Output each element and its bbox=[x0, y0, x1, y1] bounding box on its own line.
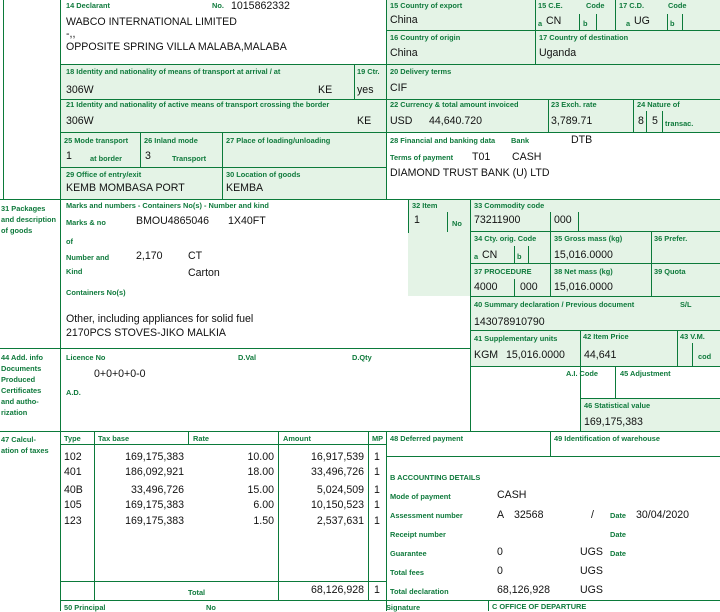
rule bbox=[615, 0, 616, 30]
principal-label: 50 Principal bbox=[64, 603, 106, 612]
rule bbox=[692, 343, 693, 366]
box17a-label: 17 C.D. bbox=[619, 1, 645, 10]
receipt-date-label: Date bbox=[610, 530, 627, 539]
container-size: 1X40FT bbox=[228, 215, 266, 227]
gross-mass: 15,016.0000 bbox=[554, 249, 613, 261]
box43-cod: cod bbox=[698, 352, 712, 361]
rule bbox=[578, 212, 579, 231]
rule bbox=[0, 348, 470, 349]
tax-base: 169,175,383 bbox=[125, 515, 184, 527]
box31-label: 31 Packages and description of goods bbox=[1, 204, 57, 235]
rule bbox=[646, 111, 647, 132]
rule bbox=[447, 212, 448, 232]
declarant-number: 1015862332 bbox=[231, 0, 290, 12]
box19-label: 19 Ctr. bbox=[357, 67, 380, 76]
licence-label: Licence No bbox=[66, 353, 106, 362]
rule bbox=[677, 330, 678, 366]
rule bbox=[470, 231, 720, 232]
tax-type: 123 bbox=[64, 515, 82, 527]
box15-code-label: Code bbox=[586, 1, 605, 10]
assessment-slash: / bbox=[591, 509, 594, 521]
box22-label: 22 Currency & total amount invoiced bbox=[390, 100, 519, 109]
assessment-label: Assessment number bbox=[390, 511, 463, 520]
box39-label: 39 Quota bbox=[654, 267, 686, 276]
tax-total-mp: 1 bbox=[374, 584, 380, 596]
additional-info-value: 0+0+0+0-0 bbox=[94, 368, 146, 380]
rule bbox=[60, 444, 386, 445]
ai-code-label: A.I. Code bbox=[566, 369, 599, 378]
box43-label: 43 V.M. bbox=[680, 332, 705, 341]
box17-label: 17 Country of destination bbox=[539, 33, 629, 42]
mode-of-payment-value: CASH bbox=[497, 489, 527, 501]
nature-transaction-1: 8 bbox=[638, 115, 644, 127]
tax-base: 169,175,383 bbox=[125, 451, 184, 463]
rule bbox=[0, 431, 720, 432]
number-label: Number and bbox=[66, 253, 110, 262]
assessment-series: A bbox=[497, 509, 505, 521]
net-mass: 15,016.0000 bbox=[554, 281, 613, 293]
tax-base: 33,496,726 bbox=[130, 484, 184, 496]
box36-label: 36 Prefer. bbox=[654, 234, 688, 243]
rule bbox=[60, 581, 386, 582]
tax-base: 186,092,921 bbox=[125, 466, 184, 478]
rule bbox=[682, 14, 683, 30]
rule bbox=[60, 167, 386, 168]
rule bbox=[3, 0, 4, 199]
tax-mp: 1 bbox=[374, 466, 380, 478]
box44-label: 44 Add. info Documents Produced Certificates and autho- rization bbox=[1, 353, 44, 417]
box28-bank-label: Bank bbox=[511, 136, 530, 145]
export-code: CN bbox=[546, 15, 562, 27]
tax-rate: 10.00 bbox=[247, 451, 274, 463]
tax-total-label: Total bbox=[188, 588, 206, 597]
tax-rate: 1.50 bbox=[253, 515, 274, 527]
procedure-code: 4000 bbox=[474, 281, 498, 293]
rule bbox=[580, 398, 720, 399]
rule bbox=[470, 199, 471, 432]
nature-transaction-2: 5 bbox=[652, 115, 658, 127]
box30-label: 30 Location of goods bbox=[226, 170, 301, 179]
total-fees-value: 0 bbox=[497, 565, 503, 577]
signature-label: Signature bbox=[386, 603, 421, 612]
rule bbox=[368, 431, 369, 600]
principal-no-label: No bbox=[206, 603, 216, 612]
box32-no: No bbox=[452, 219, 462, 228]
kind-label: Kind bbox=[66, 267, 83, 276]
tax-amount: 5,024,509 bbox=[316, 484, 364, 496]
box25-label: 25 Mode transport bbox=[64, 136, 129, 145]
box17a-a: a bbox=[626, 19, 631, 28]
tax-amount: 16,917,539 bbox=[310, 451, 364, 463]
rule bbox=[579, 14, 580, 30]
rule bbox=[188, 431, 189, 444]
box24-transac: transac. bbox=[665, 119, 694, 128]
box23-label: 23 Exch. rate bbox=[551, 100, 597, 109]
exchange-rate: 3,789.71 bbox=[551, 115, 593, 127]
kind-value: Carton bbox=[188, 267, 220, 279]
declarant-line2: -,, bbox=[66, 28, 76, 40]
transport-border-nationality: KE bbox=[357, 115, 372, 127]
transport-arrival: 306W bbox=[66, 84, 94, 96]
tax-base: 169,175,383 bbox=[125, 499, 184, 511]
marks-label: Marks & no bbox=[66, 218, 106, 227]
invoice-currency: USD bbox=[390, 115, 413, 127]
rule bbox=[222, 132, 223, 199]
ad-label: A.D. bbox=[66, 388, 81, 397]
rule bbox=[386, 431, 387, 611]
rule bbox=[94, 431, 95, 600]
tax-mp: 1 bbox=[374, 451, 380, 463]
box29-label: 29 Office of entry/exit bbox=[66, 170, 142, 179]
rule bbox=[354, 64, 355, 99]
box48-label: 48 Deferred payment bbox=[390, 434, 464, 443]
box35-label: 35 Gross mass (kg) bbox=[554, 234, 623, 243]
receipt-label: Receipt number bbox=[390, 530, 446, 539]
box17a-code-label: Code bbox=[668, 1, 687, 10]
tax-type: 102 bbox=[64, 451, 82, 463]
box27-label: 27 Place of loading/unloading bbox=[226, 136, 331, 145]
rule bbox=[550, 431, 551, 456]
tax-amount: 33,496,726 bbox=[310, 466, 364, 478]
box17a-b: b bbox=[670, 19, 675, 28]
assessment-date: 30/04/2020 bbox=[636, 509, 690, 521]
tax-type: 401 bbox=[64, 466, 82, 478]
tax-type: 105 bbox=[64, 499, 82, 511]
tax-amount: 10,150,523 bbox=[310, 499, 364, 511]
destination-code: UG bbox=[634, 15, 650, 27]
terms-code: T01 bbox=[472, 151, 491, 163]
rule bbox=[278, 431, 279, 600]
tax-header-mp: MP bbox=[372, 434, 384, 443]
country-origin-code: CN bbox=[482, 249, 498, 261]
tax-header-base: Tax base bbox=[98, 434, 130, 443]
country-of-destination: Uganda bbox=[539, 47, 577, 59]
box15-a: a bbox=[538, 19, 543, 28]
rule bbox=[633, 99, 634, 132]
box41-label: 41 Supplementary units bbox=[474, 334, 558, 343]
dqty-label: D.Qty bbox=[352, 353, 372, 362]
rule bbox=[535, 0, 536, 64]
rule bbox=[548, 99, 549, 132]
box28-label: 28 Financial and banking data bbox=[390, 136, 496, 145]
office-of-departure-label: C OFFICE OF DEPARTURE bbox=[492, 602, 587, 611]
container-flag: yes bbox=[357, 84, 374, 96]
mode-transport-border: 1 bbox=[66, 150, 72, 162]
item-number: 1 bbox=[414, 214, 420, 226]
location-of-goods: KEMBA bbox=[226, 182, 264, 194]
rule bbox=[386, 30, 720, 31]
bank-name: DIAMOND TRUST BANK (U) LTD bbox=[390, 167, 550, 179]
goods-description-1: Other, including appliances for solid fuel bbox=[66, 313, 254, 325]
box15-label: 15 Country of export bbox=[390, 1, 463, 10]
dval-label: D.Val bbox=[238, 353, 257, 362]
office-entry-exit: KEMB MOMBASA PORT bbox=[66, 182, 185, 194]
rule bbox=[514, 279, 515, 296]
tax-header-amount: Amount bbox=[283, 434, 311, 443]
invoice-amount: 44,640.720 bbox=[429, 115, 483, 127]
tax-rate: 18.00 bbox=[247, 466, 274, 478]
rule bbox=[140, 132, 141, 167]
previous-document: 143078910790 bbox=[474, 316, 545, 328]
box16-label: 16 Country of origin bbox=[390, 33, 461, 42]
commodity-ext: 000 bbox=[554, 214, 572, 226]
statistical-value: 169,175,383 bbox=[584, 416, 643, 428]
rule bbox=[60, 64, 720, 65]
guarantee-currency: UGS bbox=[580, 546, 603, 558]
guarantee-date-label: Date bbox=[610, 549, 627, 558]
containers-label: Containers No(s) bbox=[66, 288, 126, 297]
box26-sub: Transport bbox=[172, 154, 207, 163]
declarant-name: WABCO INTERNATIONAL LIMITED bbox=[66, 16, 237, 28]
tax-header-rate: Rate bbox=[193, 434, 210, 443]
box26-label: 26 Inland mode bbox=[144, 136, 198, 145]
box31-header: Marks and numbers - Containers No(s) - Number and kind bbox=[66, 201, 269, 210]
rule bbox=[528, 246, 529, 263]
box20-label: 20 Delivery terms bbox=[390, 67, 452, 76]
goods-description-2: 2170PCS STOVES-JIKO MALKIA bbox=[66, 327, 226, 339]
number-of-packages: 2,170 bbox=[136, 250, 163, 262]
box28-terms-label: Terms of payment bbox=[390, 153, 454, 162]
rule bbox=[60, 600, 720, 601]
box40-sl: S/L bbox=[680, 300, 692, 309]
rule bbox=[470, 296, 720, 297]
box15-ce-label: 15 C.E. bbox=[538, 1, 563, 10]
tax-type: 40B bbox=[64, 484, 83, 496]
rule bbox=[615, 366, 616, 398]
rule bbox=[596, 14, 597, 30]
rule bbox=[488, 600, 489, 611]
box49-label: 49 Identification of warehouse bbox=[554, 434, 660, 443]
rule bbox=[470, 366, 720, 367]
rule bbox=[514, 246, 515, 263]
box34-label: 34 Cty. orig. Code bbox=[474, 234, 537, 243]
rule bbox=[408, 199, 409, 233]
tax-total-value: 68,126,928 bbox=[310, 584, 364, 596]
box45-label: 45 Adjustment bbox=[620, 369, 671, 378]
marks-value: BMOU4865046 bbox=[136, 215, 210, 227]
total-declaration-currency: UGS bbox=[580, 584, 603, 596]
total-fees-currency: UGS bbox=[580, 565, 603, 577]
box46-label: 46 Statistical value bbox=[584, 401, 651, 410]
date-label: Date bbox=[610, 511, 627, 520]
box18-label: 18 Identity and nationality of means of transport at arrival / at bbox=[66, 67, 281, 76]
commodity-code: 73211900 bbox=[474, 214, 521, 226]
guarantee-value: 0 bbox=[497, 546, 503, 558]
assessment-number: 32568 bbox=[514, 509, 544, 521]
procedure-ext: 000 bbox=[520, 281, 538, 293]
box24-label: 24 Nature of bbox=[637, 100, 680, 109]
country-of-origin: China bbox=[390, 47, 418, 59]
inland-mode: 3 bbox=[145, 150, 151, 162]
tax-amount: 2,537,631 bbox=[316, 515, 364, 527]
tax-mp: 1 bbox=[374, 484, 380, 496]
tax-rate: 6.00 bbox=[253, 499, 274, 511]
box25-sub: at border bbox=[90, 154, 123, 163]
box15-b: b bbox=[583, 19, 588, 28]
box47-label: 47 Calcul- ation of taxes bbox=[1, 435, 49, 455]
box14-no-label: No. bbox=[212, 1, 224, 10]
item-price: 44,641 bbox=[584, 349, 617, 361]
delivery-terms: CIF bbox=[390, 82, 408, 94]
box32-label: 32 Item bbox=[412, 201, 438, 210]
box21-label: 21 Identity and nationality of active means of transport crossing the border bbox=[66, 100, 330, 109]
mode-of-payment-label: Mode of payment bbox=[390, 492, 451, 501]
box38-label: 38 Net mass (kg) bbox=[554, 267, 613, 276]
rule bbox=[662, 111, 663, 132]
tax-rate: 15.00 bbox=[247, 484, 274, 496]
rule bbox=[667, 14, 668, 30]
box14-label: 14 Declarant bbox=[66, 1, 110, 10]
guarantee-label: Guarantee bbox=[390, 549, 427, 558]
rule bbox=[550, 212, 551, 231]
box40-label: 40 Summary declaration / Previous document bbox=[474, 300, 635, 309]
box34-b: b bbox=[517, 252, 522, 261]
supplementary-unit: KGM bbox=[474, 349, 499, 361]
bank-code: DTB bbox=[571, 134, 593, 146]
terms-value: CASH bbox=[512, 151, 542, 163]
rule bbox=[470, 263, 720, 264]
rule bbox=[580, 330, 581, 432]
tax-mp: 1 bbox=[374, 499, 380, 511]
transport-border: 306W bbox=[66, 115, 94, 127]
tax-mp: 1 bbox=[374, 515, 380, 527]
tax-header-type: Type bbox=[64, 434, 81, 443]
rule bbox=[0, 199, 720, 200]
total-declaration-value: 68,126,928 bbox=[497, 584, 551, 596]
box37-label: 37 PROCEDURE bbox=[474, 267, 532, 276]
transport-arrival-nationality: KE bbox=[318, 84, 333, 96]
kind-code: CT bbox=[188, 250, 203, 262]
rule bbox=[60, 0, 61, 611]
of-label: of bbox=[66, 237, 73, 246]
total-fees-label: Total fees bbox=[390, 568, 424, 577]
rule bbox=[386, 456, 720, 457]
box42-label: 42 Item Price bbox=[583, 332, 629, 341]
supplementary-value: 15,016.0000 bbox=[506, 349, 565, 361]
country-of-export: China bbox=[390, 14, 418, 26]
declarant-address: OPPOSITE SPRING VILLA MALABA,MALABA bbox=[66, 41, 287, 53]
accounting-details-label: B ACCOUNTING DETAILS bbox=[390, 473, 481, 482]
rule bbox=[60, 132, 720, 133]
box34-a: a bbox=[474, 252, 479, 261]
total-declaration-label: Total declaration bbox=[390, 587, 449, 596]
box33-label: 33 Commodity code bbox=[474, 201, 545, 210]
rule bbox=[470, 330, 720, 331]
